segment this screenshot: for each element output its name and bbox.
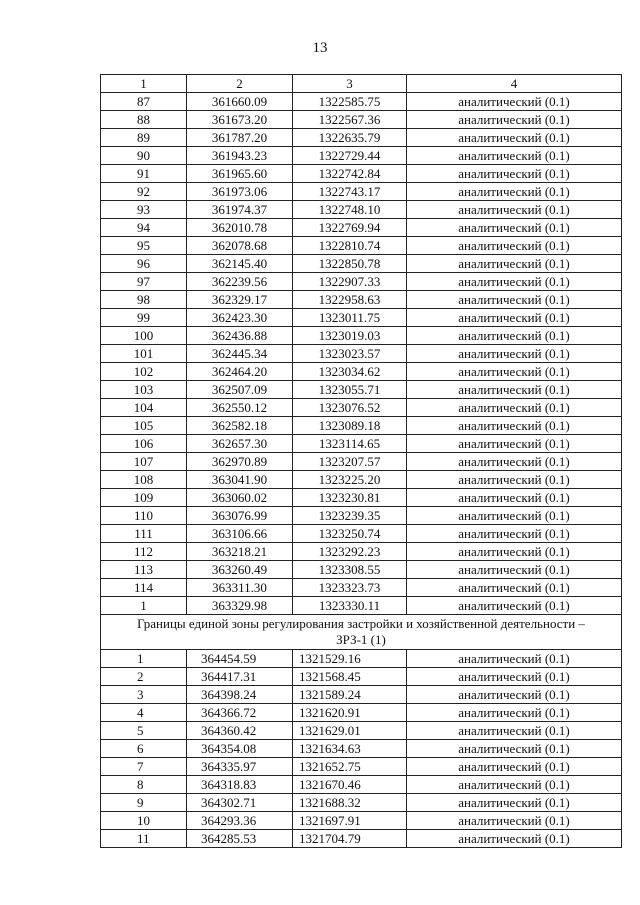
x-coordinate-cell: 361974.37: [187, 201, 293, 219]
point-number-cell: 88: [101, 111, 187, 129]
point-number-cell: 3: [101, 686, 187, 704]
method-accuracy-cell: аналитический (0.1): [407, 255, 622, 273]
x-coordinate-cell: 361673.20: [187, 111, 293, 129]
x-coordinate-cell: 361660.09: [187, 93, 293, 111]
x-coordinate-cell: 363041.90: [187, 471, 293, 489]
method-accuracy-cell: аналитический (0.1): [407, 273, 622, 291]
table-row: [101, 255, 622, 273]
point-number-cell: 6: [101, 740, 187, 758]
y-coordinate-cell: 1321652.75: [293, 758, 407, 776]
point-number-cell: 100: [101, 327, 187, 345]
point-number-cell: 108: [101, 471, 187, 489]
y-coordinate-cell: 1322742.84: [293, 165, 407, 183]
y-coordinate-cell: 1323011.75: [293, 309, 407, 327]
method-accuracy-cell: аналитический (0.1): [407, 722, 622, 740]
x-coordinate-cell: 364417.31: [187, 668, 293, 686]
y-coordinate-cell: 1323308.55: [293, 561, 407, 579]
method-accuracy-cell: аналитический (0.1): [407, 237, 622, 255]
y-coordinate-cell: 1321670.46: [293, 776, 407, 794]
table-row: [101, 794, 622, 812]
column-header-4: 4: [407, 75, 622, 93]
table-row: [101, 273, 622, 291]
table-row: [101, 201, 622, 219]
table-row: [101, 219, 622, 237]
column-header-2: 2: [187, 75, 293, 93]
y-coordinate-cell: 1323230.81: [293, 489, 407, 507]
x-coordinate-cell: 364293.36: [187, 812, 293, 830]
table-row: [101, 507, 622, 525]
point-number-cell: 97: [101, 273, 187, 291]
x-coordinate-cell: 364335.97: [187, 758, 293, 776]
point-number-cell: 94: [101, 219, 187, 237]
x-coordinate-cell: 362423.30: [187, 309, 293, 327]
y-coordinate-cell: 1323089.18: [293, 417, 407, 435]
y-coordinate-cell: 1322850.78: [293, 255, 407, 273]
point-number-cell: 87: [101, 93, 187, 111]
y-coordinate-cell: 1322743.17: [293, 183, 407, 201]
x-coordinate-cell: 364318.83: [187, 776, 293, 794]
y-coordinate-cell: 1322748.10: [293, 201, 407, 219]
point-number-cell: 98: [101, 291, 187, 309]
section-title: Границы единой зоны регулирования застройки и хозяйственной деятельности – ЗРЗ-1 (1): [101, 615, 622, 650]
table-row: [101, 758, 622, 776]
y-coordinate-cell: 1322585.75: [293, 93, 407, 111]
y-coordinate-cell: 1322907.33: [293, 273, 407, 291]
x-coordinate-cell: 363311.30: [187, 579, 293, 597]
method-accuracy-cell: аналитический (0.1): [407, 686, 622, 704]
y-coordinate-cell: 1321529.16: [293, 650, 407, 668]
point-number-cell: 92: [101, 183, 187, 201]
method-accuracy-cell: аналитический (0.1): [407, 579, 622, 597]
point-number-cell: 91: [101, 165, 187, 183]
y-coordinate-cell: 1323023.57: [293, 345, 407, 363]
method-accuracy-cell: аналитический (0.1): [407, 471, 622, 489]
method-accuracy-cell: аналитический (0.1): [407, 525, 622, 543]
point-number-cell: 99: [101, 309, 187, 327]
x-coordinate-cell: 361965.60: [187, 165, 293, 183]
table-row: [101, 489, 622, 507]
table-row: [101, 399, 622, 417]
point-number-cell: 114: [101, 579, 187, 597]
method-accuracy-cell: аналитический (0.1): [407, 740, 622, 758]
table-row: [101, 704, 622, 722]
method-accuracy-cell: аналитический (0.1): [407, 543, 622, 561]
table-row: [101, 309, 622, 327]
table-row: [101, 812, 622, 830]
x-coordinate-cell: 363260.49: [187, 561, 293, 579]
method-accuracy-cell: аналитический (0.1): [407, 812, 622, 830]
point-number-cell: 111: [101, 525, 187, 543]
table-row: [101, 147, 622, 165]
y-coordinate-cell: 1321629.01: [293, 722, 407, 740]
y-coordinate-cell: 1322810.74: [293, 237, 407, 255]
table-row: [101, 129, 622, 147]
column-header-1: 1: [101, 75, 187, 93]
y-coordinate-cell: 1321634.63: [293, 740, 407, 758]
method-accuracy-cell: аналитический (0.1): [407, 93, 622, 111]
method-accuracy-cell: аналитический (0.1): [407, 147, 622, 165]
x-coordinate-cell: 362078.68: [187, 237, 293, 255]
x-coordinate-cell: 362507.09: [187, 381, 293, 399]
method-accuracy-cell: аналитический (0.1): [407, 758, 622, 776]
x-coordinate-cell: 363106.66: [187, 525, 293, 543]
method-accuracy-cell: аналитический (0.1): [407, 183, 622, 201]
x-coordinate-cell: 364302.71: [187, 794, 293, 812]
table-row: [101, 435, 622, 453]
point-number-cell: 90: [101, 147, 187, 165]
point-number-cell: 110: [101, 507, 187, 525]
y-coordinate-cell: 1323207.57: [293, 453, 407, 471]
table-row: [101, 381, 622, 399]
method-accuracy-cell: аналитический (0.1): [407, 489, 622, 507]
point-number-cell: 104: [101, 399, 187, 417]
y-coordinate-cell: 1323292.23: [293, 543, 407, 561]
y-coordinate-cell: 1323225.20: [293, 471, 407, 489]
table-row: [101, 830, 622, 848]
point-number-cell: 2: [101, 668, 187, 686]
table-row: [101, 543, 622, 561]
table-row: [101, 525, 622, 543]
table-row: [101, 597, 622, 615]
point-number-cell: 103: [101, 381, 187, 399]
method-accuracy-cell: аналитический (0.1): [407, 129, 622, 147]
method-accuracy-cell: аналитический (0.1): [407, 561, 622, 579]
y-coordinate-cell: 1321620.91: [293, 704, 407, 722]
point-number-cell: 10: [101, 812, 187, 830]
table-row: [101, 561, 622, 579]
table-row: [101, 417, 622, 435]
x-coordinate-cell: 362436.88: [187, 327, 293, 345]
method-accuracy-cell: аналитический (0.1): [407, 291, 622, 309]
method-accuracy-cell: аналитический (0.1): [407, 668, 622, 686]
x-coordinate-cell: 363218.21: [187, 543, 293, 561]
point-number-cell: 11: [101, 830, 187, 848]
point-number-cell: 7: [101, 758, 187, 776]
y-coordinate-cell: 1323114.65: [293, 435, 407, 453]
method-accuracy-cell: аналитический (0.1): [407, 830, 622, 848]
x-coordinate-cell: 363076.99: [187, 507, 293, 525]
x-coordinate-cell: 362970.89: [187, 453, 293, 471]
point-number-cell: 93: [101, 201, 187, 219]
method-accuracy-cell: аналитический (0.1): [407, 309, 622, 327]
table-row: [101, 237, 622, 255]
y-coordinate-cell: 1322958.63: [293, 291, 407, 309]
method-accuracy-cell: аналитический (0.1): [407, 363, 622, 381]
table-row: [101, 327, 622, 345]
y-coordinate-cell: 1321688.32: [293, 794, 407, 812]
point-number-cell: 109: [101, 489, 187, 507]
x-coordinate-cell: 362010.78: [187, 219, 293, 237]
table-row: [101, 111, 622, 129]
y-coordinate-cell: 1323330.11: [293, 597, 407, 615]
x-coordinate-cell: 361943.23: [187, 147, 293, 165]
table-row: [101, 722, 622, 740]
x-coordinate-cell: 362550.12: [187, 399, 293, 417]
x-coordinate-cell: 362445.34: [187, 345, 293, 363]
table-row: [101, 165, 622, 183]
point-number-cell: 1: [101, 650, 187, 668]
page-number: 13: [312, 40, 328, 56]
point-number-cell: 96: [101, 255, 187, 273]
y-coordinate-cell: 1323076.52: [293, 399, 407, 417]
method-accuracy-cell: аналитический (0.1): [407, 345, 622, 363]
y-coordinate-cell: 1323034.62: [293, 363, 407, 381]
method-accuracy-cell: аналитический (0.1): [407, 201, 622, 219]
point-number-cell: 106: [101, 435, 187, 453]
method-accuracy-cell: аналитический (0.1): [407, 417, 622, 435]
point-number-cell: 112: [101, 543, 187, 561]
x-coordinate-cell: 362464.20: [187, 363, 293, 381]
method-accuracy-cell: аналитический (0.1): [407, 381, 622, 399]
y-coordinate-cell: 1321568.45: [293, 668, 407, 686]
table-row: [101, 183, 622, 201]
x-coordinate-cell: 362657.30: [187, 435, 293, 453]
table-row: [101, 686, 622, 704]
table-header-row: [101, 75, 622, 93]
table-row: [101, 471, 622, 489]
y-coordinate-cell: 1323239.35: [293, 507, 407, 525]
method-accuracy-cell: аналитический (0.1): [407, 219, 622, 237]
x-coordinate-cell: 362239.56: [187, 273, 293, 291]
point-number-cell: 4: [101, 704, 187, 722]
table-row: [101, 650, 622, 668]
x-coordinate-cell: 364366.72: [187, 704, 293, 722]
table-row: [101, 291, 622, 309]
x-coordinate-cell: 362145.40: [187, 255, 293, 273]
y-coordinate-cell: 1323055.71: [293, 381, 407, 399]
x-coordinate-cell: 364360.42: [187, 722, 293, 740]
y-coordinate-cell: 1322769.94: [293, 219, 407, 237]
method-accuracy-cell: аналитический (0.1): [407, 597, 622, 615]
y-coordinate-cell: 1323323.73: [293, 579, 407, 597]
point-number-cell: 101: [101, 345, 187, 363]
y-coordinate-cell: 1323019.03: [293, 327, 407, 345]
x-coordinate-cell: 361973.06: [187, 183, 293, 201]
method-accuracy-cell: аналитический (0.1): [407, 507, 622, 525]
y-coordinate-cell: 1322729.44: [293, 147, 407, 165]
y-coordinate-cell: 1321697.91: [293, 812, 407, 830]
table-row: [101, 579, 622, 597]
table-row: [101, 776, 622, 794]
point-number-cell: 107: [101, 453, 187, 471]
method-accuracy-cell: аналитический (0.1): [407, 650, 622, 668]
y-coordinate-cell: 1323250.74: [293, 525, 407, 543]
method-accuracy-cell: аналитический (0.1): [407, 111, 622, 129]
point-number-cell: 5: [101, 722, 187, 740]
section-title-row: [101, 615, 622, 650]
coordinates-table-body: [101, 75, 622, 848]
x-coordinate-cell: 364285.53: [187, 830, 293, 848]
x-coordinate-cell: 363329.98: [187, 597, 293, 615]
method-accuracy-cell: аналитический (0.1): [407, 776, 622, 794]
point-number-cell: 113: [101, 561, 187, 579]
method-accuracy-cell: аналитический (0.1): [407, 399, 622, 417]
table-row: [101, 363, 622, 381]
point-number-cell: 95: [101, 237, 187, 255]
y-coordinate-cell: 1322567.36: [293, 111, 407, 129]
coordinates-table: [100, 74, 622, 848]
column-header-3: 3: [293, 75, 407, 93]
x-coordinate-cell: 364454.59: [187, 650, 293, 668]
method-accuracy-cell: аналитический (0.1): [407, 327, 622, 345]
x-coordinate-cell: 362582.18: [187, 417, 293, 435]
x-coordinate-cell: 364354.08: [187, 740, 293, 758]
point-number-cell: 1: [101, 597, 187, 615]
point-number-cell: 105: [101, 417, 187, 435]
method-accuracy-cell: аналитический (0.1): [407, 704, 622, 722]
method-accuracy-cell: аналитический (0.1): [407, 453, 622, 471]
point-number-cell: 8: [101, 776, 187, 794]
x-coordinate-cell: 362329.17: [187, 291, 293, 309]
method-accuracy-cell: аналитический (0.1): [407, 435, 622, 453]
y-coordinate-cell: 1321704.79: [293, 830, 407, 848]
method-accuracy-cell: аналитический (0.1): [407, 165, 622, 183]
table-row: [101, 453, 622, 471]
x-coordinate-cell: 361787.20: [187, 129, 293, 147]
point-number-cell: 89: [101, 129, 187, 147]
x-coordinate-cell: 363060.02: [187, 489, 293, 507]
x-coordinate-cell: 364398.24: [187, 686, 293, 704]
point-number-cell: 102: [101, 363, 187, 381]
table-row: [101, 740, 622, 758]
table-row: [101, 345, 622, 363]
table-row: [101, 93, 622, 111]
point-number-cell: 9: [101, 794, 187, 812]
y-coordinate-cell: 1322635.79: [293, 129, 407, 147]
table-row: [101, 668, 622, 686]
method-accuracy-cell: аналитический (0.1): [407, 794, 622, 812]
y-coordinate-cell: 1321589.24: [293, 686, 407, 704]
